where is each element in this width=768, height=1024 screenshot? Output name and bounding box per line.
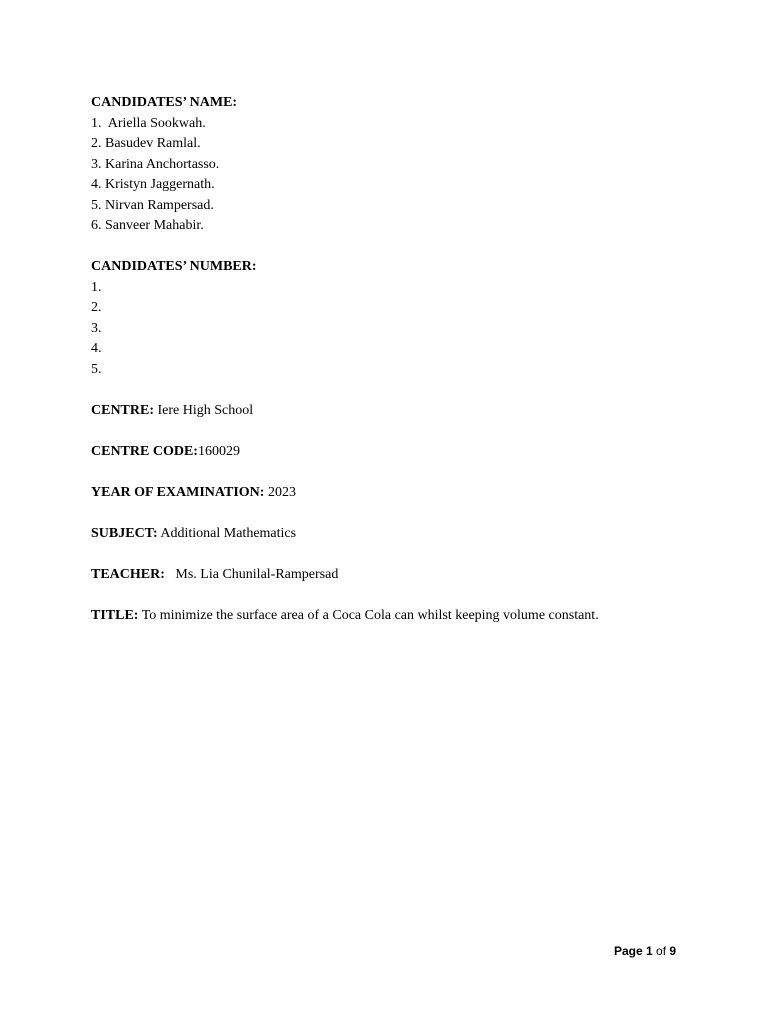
candidate-name-item: 2. Basudev Ramlal. <box>91 136 201 151</box>
subject-line <box>91 524 691 545</box>
candidate-number-item: 5. <box>91 361 102 377</box>
title-label: TITLE: <box>91 607 139 623</box>
candidates-number-heading: CANDIDATES’ NUMBER: <box>91 259 257 274</box>
title-value: To minimize the surface area of a Coca Cola can whilst keeping volume constant. <box>138 607 599 623</box>
page-of-word: of <box>652 944 670 958</box>
candidate-name-item: 5. Nirvan Rampersad. <box>91 197 214 213</box>
year-value: 2023 <box>264 484 296 500</box>
centre-line <box>91 401 691 422</box>
subject-label: SUBJECT: <box>91 525 158 541</box>
candidate-name-item: 1. Ariella Sookwah. <box>91 115 206 131</box>
year-label: YEAR OF EXAMINATION: <box>91 484 265 500</box>
candidate-name-item: 3. Karina Anchortasso. <box>91 156 220 172</box>
page-number-footer <box>614 943 676 959</box>
page-current: 1 <box>646 944 653 958</box>
teacher-line <box>91 565 691 586</box>
candidates-name-heading: CANDIDATES’ NAME: <box>91 95 238 110</box>
candidate-number-item: 3. <box>91 320 102 336</box>
title-line <box>91 606 691 627</box>
page-total: 9 <box>669 944 677 958</box>
candidate-number-item: 1. <box>91 279 102 295</box>
candidates-name-list <box>91 114 691 237</box>
page-word: Page <box>614 944 647 958</box>
year-line <box>91 483 691 504</box>
centre-value: Iere High School <box>154 402 254 418</box>
candidate-name-item: 6. Sanveer Mahabir. <box>91 218 204 233</box>
candidate-number-item: 4. <box>91 341 102 356</box>
candidate-name-item: 4. Kristyn Jaggernath. <box>91 177 215 192</box>
subject-value: Additional Mathematics <box>157 525 297 541</box>
teacher-value: Ms. Lia Chunilal-Rampersad <box>164 566 339 582</box>
candidates-number-list <box>91 278 691 381</box>
centre-label: CENTRE: <box>91 402 155 418</box>
centre-code-label: CENTRE CODE: <box>91 443 198 459</box>
centre-code-value: 160029 <box>197 443 240 459</box>
cover-content <box>91 93 691 626</box>
centre-code-line <box>91 442 691 463</box>
teacher-label: TEACHER: <box>91 566 165 582</box>
candidate-number-item: 2. <box>91 300 102 315</box>
